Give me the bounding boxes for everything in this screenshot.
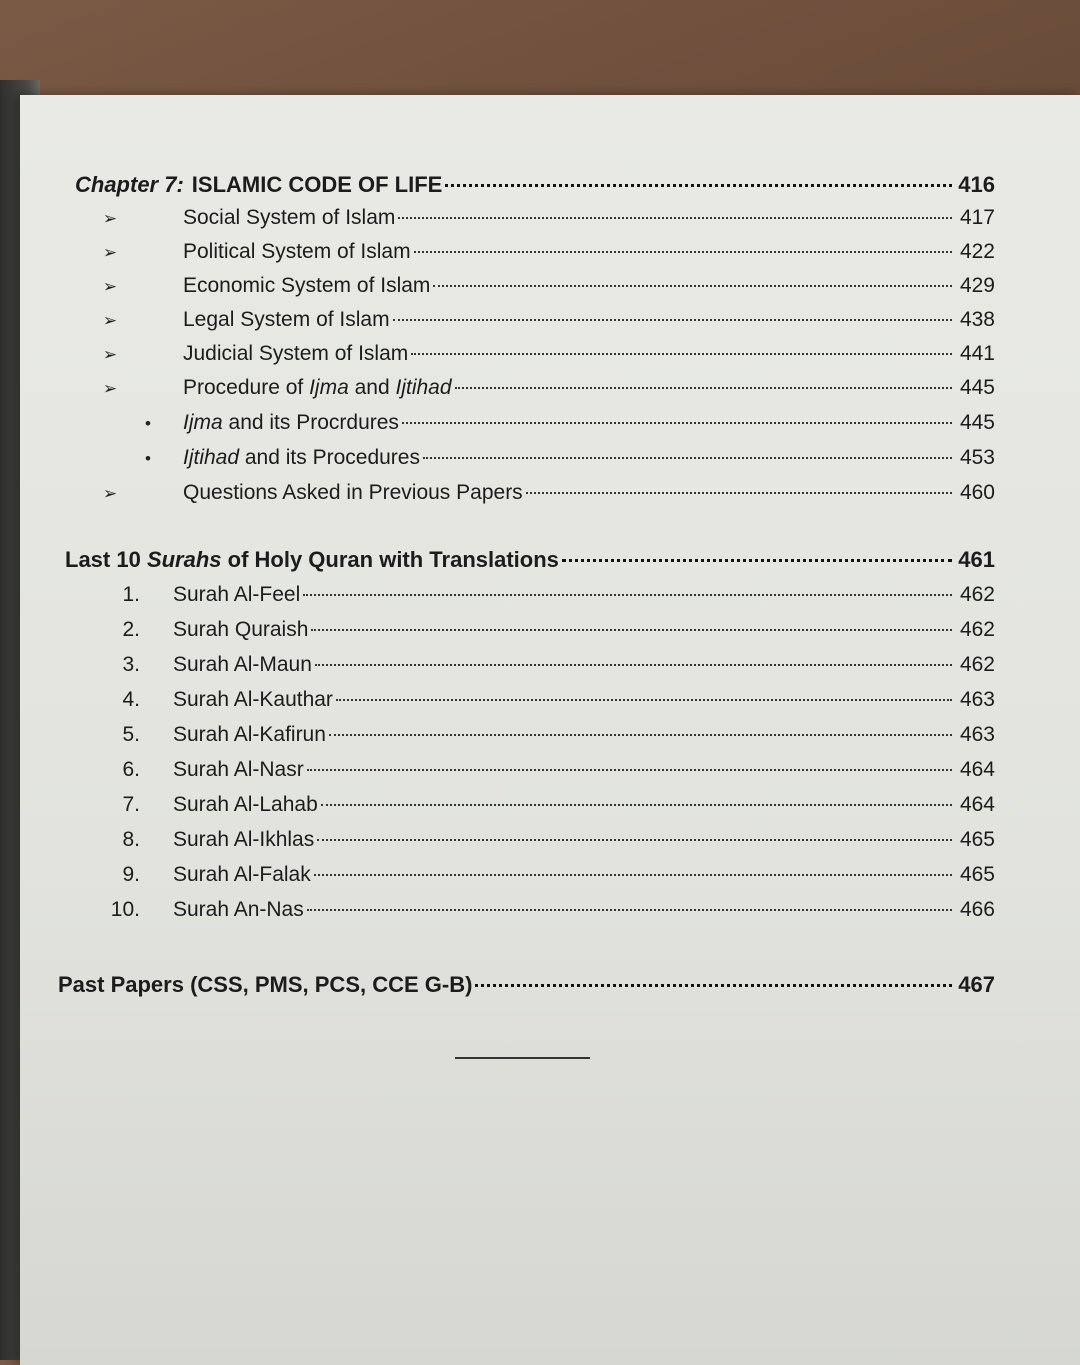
item-label: Economic System of Islam <box>183 274 431 297</box>
toc-item <box>85 481 995 511</box>
item-number: 2. <box>122 618 140 641</box>
arrow-bullet-icon: ➢ <box>102 209 118 228</box>
surahs-title-italic: Surahs <box>146 547 222 572</box>
leader-dots <box>393 319 952 321</box>
surahs-title-part: Last 10 <box>65 547 147 572</box>
item-label-part: and its Procrdures <box>222 411 399 434</box>
toc-item <box>85 308 995 338</box>
surah-item <box>85 863 995 893</box>
page-number: 464 <box>959 758 995 781</box>
toc-subitem <box>123 411 995 441</box>
item-number: 6. <box>122 758 140 781</box>
leader-dots <box>414 251 952 253</box>
item-label: Surah Al-Ikhlas <box>173 828 315 851</box>
page-number: 462 <box>959 618 995 641</box>
page-number: 465 <box>959 863 995 886</box>
item-number: 5. <box>122 723 140 746</box>
item-number: 10. <box>110 898 140 921</box>
leader-dots <box>526 492 952 494</box>
leader-dots <box>433 285 952 287</box>
item-label: Surah Quraish <box>173 618 309 641</box>
item-label-italic: Ijtihad <box>183 446 240 469</box>
leader-dots <box>311 629 952 631</box>
page-number: 465 <box>959 828 995 851</box>
item-label: Surah Al-Kauthar <box>173 688 333 711</box>
item-label: Surah Al-Feel <box>173 583 301 606</box>
page-number: 462 <box>959 583 995 606</box>
toc-item <box>85 240 995 270</box>
arrow-bullet-icon: ➢ <box>102 243 118 262</box>
item-number: 1. <box>122 583 140 606</box>
arrow-bullet-icon: ➢ <box>102 311 118 330</box>
arrow-bullet-icon: ➢ <box>102 277 118 296</box>
past-papers-title: Past Papers (CSS, PMS, PCS, CCE G-B) <box>58 972 473 997</box>
item-label: Surah Al-Maun <box>173 653 312 676</box>
dot-bullet-icon: • <box>145 449 151 468</box>
toc-item <box>85 206 995 236</box>
surah-item <box>85 618 995 648</box>
surah-item <box>85 653 995 683</box>
page-number: 463 <box>959 688 995 711</box>
end-rule-divider <box>455 1057 590 1059</box>
toc-item <box>85 376 995 406</box>
chapter-prefix: Chapter 7: <box>75 172 184 197</box>
item-label <box>183 411 399 435</box>
page-number: 461 <box>958 547 995 572</box>
page-number: 429 <box>959 274 995 297</box>
surah-item <box>85 723 995 753</box>
surah-item <box>85 758 995 788</box>
leader-dots <box>307 909 952 911</box>
item-label: Surah Al-Falak <box>173 863 311 886</box>
item-label: Surah An-Nas <box>173 898 304 921</box>
item-label: Surah Al-Kafirun <box>173 723 326 746</box>
leader-dots <box>475 984 952 987</box>
chapter-title: ISLAMIC CODE OF LIFE <box>191 172 443 197</box>
leader-dots <box>562 559 952 562</box>
page-number: 445 <box>959 376 995 399</box>
item-label <box>183 376 452 400</box>
arrow-bullet-icon: ➢ <box>102 379 118 398</box>
leader-dots <box>398 217 952 219</box>
item-label <box>183 446 420 470</box>
page-number: 417 <box>959 206 995 229</box>
leader-dots <box>445 184 952 187</box>
surah-item <box>85 793 995 823</box>
item-number: 8. <box>122 828 140 851</box>
item-label-italic: Ijma <box>183 411 223 434</box>
surahs-heading <box>65 547 995 577</box>
toc-item <box>85 274 995 304</box>
item-label-part: and its Procedures <box>239 446 420 469</box>
item-number: 9. <box>122 863 140 886</box>
arrow-bullet-icon: ➢ <box>102 484 118 503</box>
leader-dots <box>303 594 952 596</box>
page-number: 422 <box>959 240 995 263</box>
page-number: 467 <box>958 972 995 997</box>
page-number: 463 <box>959 723 995 746</box>
chapter-heading <box>75 172 995 202</box>
item-label-italic: Ijtihad <box>395 376 452 399</box>
surahs-title-part: of Holy Quran with Translations <box>221 547 559 572</box>
past-papers-heading <box>58 972 995 1002</box>
item-label: Judicial System of Islam <box>183 342 409 365</box>
surah-item <box>85 688 995 718</box>
item-label-part: Procedure of <box>183 376 310 399</box>
surahs-title <box>65 547 559 573</box>
item-label-part: and <box>348 376 396 399</box>
item-label: Surah Al-Lahab <box>173 793 318 816</box>
item-label: Questions Asked in Previous Papers <box>183 481 523 504</box>
page-number: 460 <box>959 481 995 504</box>
item-label: Legal System of Islam <box>183 308 390 331</box>
page-number: 441 <box>959 342 995 365</box>
page-number: 453 <box>959 446 995 469</box>
item-number: 7. <box>122 793 140 816</box>
leader-dots <box>321 804 952 806</box>
leader-dots <box>411 353 952 355</box>
surah-item <box>85 898 995 928</box>
item-label-italic: Ijma <box>309 376 349 399</box>
leader-dots <box>315 664 952 666</box>
surah-item <box>85 828 995 858</box>
page-number: 466 <box>959 898 995 921</box>
dot-bullet-icon: • <box>145 414 151 433</box>
page-number: 445 <box>959 411 995 434</box>
toc-subitem <box>123 446 995 476</box>
item-number: 3. <box>122 653 140 676</box>
leader-dots <box>314 874 952 876</box>
leader-dots <box>423 457 952 459</box>
item-label: Surah Al-Nasr <box>173 758 304 781</box>
leader-dots <box>455 387 952 389</box>
item-label: Political System of Islam <box>183 240 411 263</box>
page-number: 416 <box>958 172 995 197</box>
page-number: 462 <box>959 653 995 676</box>
page-number: 464 <box>959 793 995 816</box>
page-number: 438 <box>959 308 995 331</box>
surah-item <box>85 583 995 613</box>
item-number: 4. <box>122 688 140 711</box>
toc-item <box>85 342 995 372</box>
leader-dots <box>317 839 952 841</box>
arrow-bullet-icon: ➢ <box>102 345 118 364</box>
leader-dots <box>402 422 952 424</box>
leader-dots <box>336 699 952 701</box>
leader-dots <box>307 769 952 771</box>
item-label: Social System of Islam <box>183 206 396 229</box>
leader-dots <box>329 734 952 736</box>
